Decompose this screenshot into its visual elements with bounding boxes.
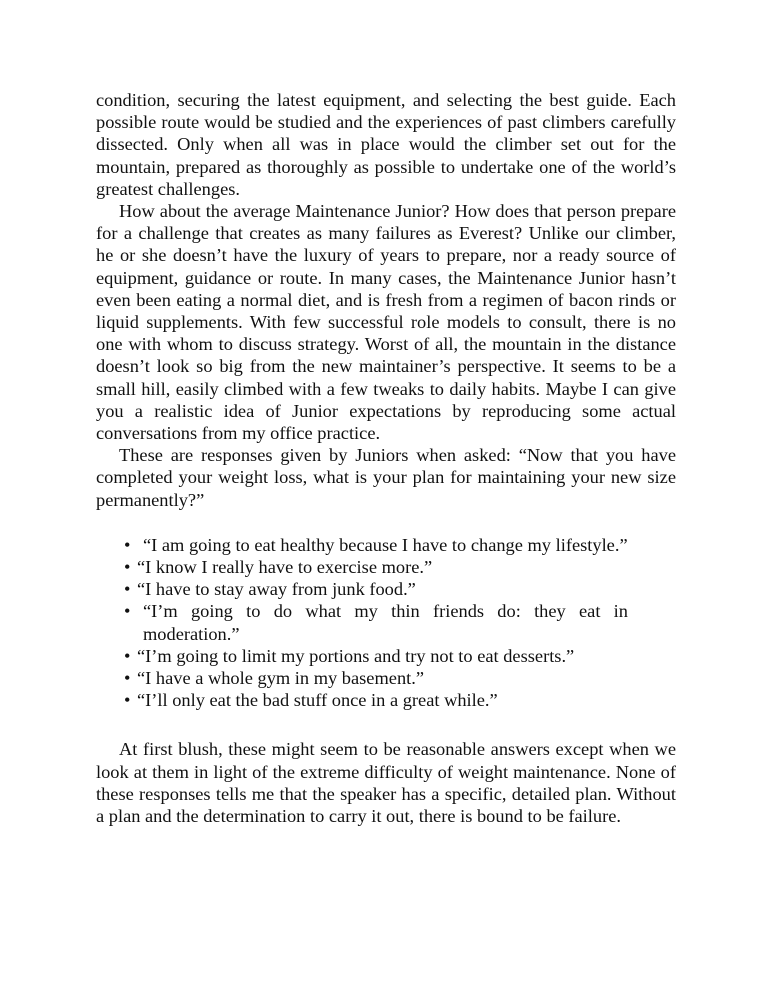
quote-item-5 — [124, 645, 628, 667]
bullet-icon: • — [124, 534, 131, 555]
bullet-icon: • — [124, 557, 131, 578]
quote-item-6 — [124, 667, 628, 689]
paragraph-1: condition, securing the latest equipment, and selecting the best guide. Each possible route would be studied and the experiences of past climbers carefully dissected. Only when all was in place would the climber set out for the mountain, prepared as thoroughly as possible to undertake one of the world’s greatest challenges. — [96, 90, 676, 199]
quote-item-1 — [124, 534, 628, 556]
quote-list — [96, 534, 676, 712]
quote-text: “I’m going to limit my portions and try not to eat desserts.” — [137, 645, 575, 666]
quote-text: “I know I really have to exercise more.” — [137, 557, 433, 578]
bullet-icon: • — [124, 668, 131, 689]
page-body — [96, 89, 676, 827]
quote-text: “I’ll only eat the bad stuff once in a great while.” — [137, 690, 498, 711]
quote-text: “I have to stay away from junk food.” — [137, 579, 416, 600]
bullet-icon: • — [124, 601, 131, 622]
quote-item-3 — [124, 578, 628, 600]
quote-text: “I’m going to do what my thin friends do: they eat in moderation.” — [143, 601, 628, 644]
bullet-icon: • — [124, 579, 131, 600]
quote-text: “I am going to eat healthy because I have to change my lifestyle.” — [143, 534, 628, 555]
paragraph-2: How about the average Maintenance Junior? How does that person prepare for a challenge that creates as many failures as Everest? Unlike our climber, he or she doesn’t have the luxury of years to prepare, nor a ready source of equipment, guidance or route. In many cases, the Maintenance Junior hasn’t even been eating a normal diet, and is fresh from a regimen of bacon rinds or liquid supplements. With few successful role models to consult, there is no one with whom to discuss strategy. Worst of all, the mountain in the distance doesn’t look so big from the new maintainer’s perspective. It seems to be a small hill, easily climbed with a few tweaks to daily habits. Maybe I can give you a realistic idea of Junior expectations by reproducing some actual conversations from my office practice. — [96, 201, 676, 444]
quote-item-2 — [124, 556, 628, 578]
quote-item-7 — [124, 689, 628, 711]
paragraph-3: These are responses given by Juniors when asked: “Now that you have completed your weight loss, what is your plan for maintaining your new size permanently?” — [96, 445, 676, 510]
bullet-icon: • — [124, 645, 131, 666]
quote-item-4 — [124, 600, 628, 644]
quote-text: “I have a whole gym in my basement.” — [137, 668, 425, 689]
bullet-icon: • — [124, 690, 131, 711]
paragraph-4: At first blush, these might seem to be reasonable answers except when we look at them in light of the extreme difficulty of weight maintenance. None of these responses tells me that the speaker has a specific, detailed plan. Without a plan and the determination to carry it out, there is bound to be failure. — [96, 739, 676, 827]
